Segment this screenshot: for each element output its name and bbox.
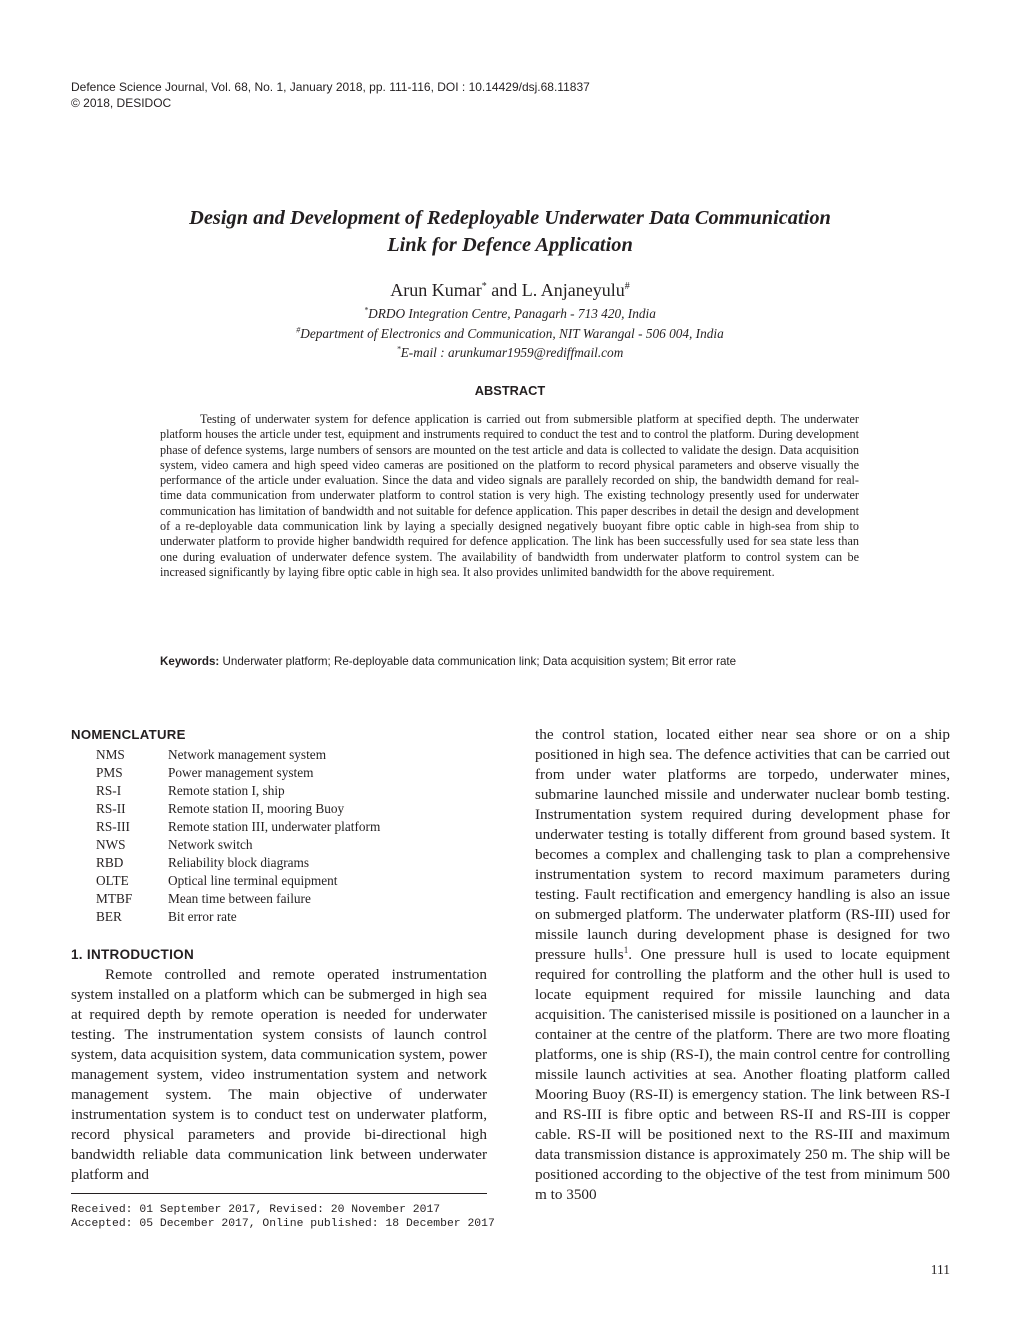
nomenclature-definition: Bit error rate <box>168 909 237 924</box>
copyright-line: © 2018, DESIDOC <box>71 96 172 110</box>
affiliation-text: DRDO Integration Centre, Panagarh - 713 420, India <box>368 306 656 321</box>
nomenclature-abbr: OLTE <box>96 873 129 888</box>
nomenclature-definition: Remote station III, underwater platform <box>168 819 381 834</box>
keywords-text: Underwater platform; Re-deployable data communication link; Data acquisition system; Bit error rate <box>219 655 737 668</box>
nomenclature-list <box>96 746 496 926</box>
nomenclature-abbr: RS-I <box>96 783 122 798</box>
nomenclature-row <box>96 908 496 926</box>
introduction-body-left: Remote controlled and remote operated instrumentation system installed on a platform which can be submerged in high sea at required depth by remote operation is needed for underwater testing. The instrumentation system consists of launch control system, data acquisition system, data communication system, power management system, video instrumentation system and network management system. The main objective of underwater instrumentation system is to conduct test on underwater platform, record physical parameters and provide bi-directional high bandwidth reliable data communication link between underwater platform and <box>71 966 487 1183</box>
reference-mark: 1 <box>623 944 629 955</box>
keywords-label: Keywords: <box>160 655 220 668</box>
author-email <box>60 344 960 362</box>
accepted-date: Accepted: 05 December 2017, Online published: 18 December 2017 <box>71 1218 495 1230</box>
paper-title-line-2: Link for Defence Application <box>387 234 633 256</box>
nomenclature-row <box>96 818 496 836</box>
nomenclature-abbr: RS-II <box>96 801 126 816</box>
nomenclature-abbr: NWS <box>96 837 126 852</box>
affiliation-mark: # <box>296 325 301 335</box>
nomenclature-abbr: BER <box>96 909 122 924</box>
paper-title-line-1: Design and Development of Redeployable Underwater Data Communication <box>189 207 831 229</box>
nomenclature-row <box>96 746 496 764</box>
author-list <box>60 279 960 301</box>
affiliation-text: Department of Electronics and Communication, NIT Warangal - 506 004, India <box>300 326 724 341</box>
paper-title <box>60 205 960 259</box>
abstract-heading: ABSTRACT <box>474 383 546 398</box>
nomenclature-row <box>96 800 496 818</box>
page-number: 111 <box>930 1262 950 1277</box>
email-text: E-mail : arunkumar1959@rediffmail.com <box>400 345 624 360</box>
author-name: Arun Kumar <box>390 280 482 300</box>
keywords <box>160 654 859 669</box>
received-date: Received: 01 September 2017, Revised: 20 November 2017 <box>71 1204 441 1216</box>
author-name: L. Anjaneyulu <box>521 280 625 300</box>
nomenclature-definition: Remote station II, mooring Buoy <box>168 801 345 816</box>
nomenclature-abbr: MTBF <box>96 891 133 906</box>
footnote <box>71 1203 501 1231</box>
nomenclature-abbr: NMS <box>96 747 125 762</box>
nomenclature-definition: Reliability block diagrams <box>168 855 310 870</box>
footnote-divider <box>71 1193 487 1194</box>
nomenclature-row <box>96 872 496 890</box>
nomenclature-definition: Network management system <box>168 747 327 762</box>
nomenclature-heading: NOMENCLATURE <box>71 727 186 742</box>
introduction-text-part-2: . One pressure hull is used to locate equipment required for controlling the platform and the other hull is used to locate equipment required for missile launching and data acquisition. The canisterised missile is positioned on a launcher in a container at the centre of the platform. There are two more floating platforms, one is ship (RS-I), the main control centre for controlling missile launch activities at sea. Another floating platform called Mooring Buoy (RS-II) is emergency station. The link between RS-I and RS-III is fibre optic and between RS-II and RS-III is copper cable. RS-II will be positioned next to the RS-III and maximum data transmission distance is approximately 250 m. The ship will be positioned according to the objective of the test from minimum 500 m to 3500 <box>535 946 950 1203</box>
nomenclature-definition: Mean time between failure <box>168 891 311 906</box>
nomenclature-definition: Power management system <box>168 765 314 780</box>
affiliation-1 <box>60 305 960 323</box>
nomenclature-abbr: RBD <box>96 855 124 870</box>
introduction-body-right <box>535 725 950 1205</box>
nomenclature-abbr: PMS <box>96 765 123 780</box>
affiliation-2 <box>60 325 960 343</box>
nomenclature-row <box>96 890 496 908</box>
nomenclature-row <box>96 782 496 800</box>
author-mark: # <box>624 281 630 292</box>
affiliation-mark: * <box>364 305 369 315</box>
journal-header <box>71 79 590 111</box>
nomenclature-definition: Network switch <box>168 837 253 852</box>
email-mark: * <box>396 344 401 354</box>
nomenclature-definition: Remote station I, ship <box>168 783 285 798</box>
nomenclature-definition: Optical line terminal equipment <box>168 873 338 888</box>
abstract-body: Testing of underwater system for defence application is carried out from submersible platform at specified depth. The underwater platform houses the article under test, equipment and instruments required to conduct the test and to control the platform. During development phase of defence systems, large numbers of sensors are mounted on the test article and data is collected to validate the design. Data acquisition system, video camera and high speed video cameras are positioned on the platform to record physical parameters and observe visually the performance of the article under evaluation. Since the data and video signals are parallely recorded on ship, the bandwidth demand for real-time data communication from underwater platform to control station is very high. The existing technology presently used for underwater communication has limitation of bandwidth and not suitable for defence application. This paper describes in detail the design and development of a re-deployable data communication link by laying a specially designed negatively buoyant fibre optic cable in high-sea from ship to underwater platform to provide higher bandwidth required for defence application. The link has been successfully used for sea state less than one during evaluation of underwater defence system. The availability of bandwidth from underwater platform to control system can be increased significantly by laying fibre optic cable in high sea. It also provides unlimited bandwidth for the above requirement. <box>160 412 859 579</box>
nomenclature-row <box>96 854 496 872</box>
journal-citation: Defence Science Journal, Vol. 68, No. 1, January 2018, pp. 111-116, DOI : 10.14429/dsj.68.11837 <box>71 80 590 94</box>
nomenclature-row <box>96 764 496 782</box>
introduction-heading: 1. INTRODUCTION <box>71 947 195 962</box>
author-mark: * <box>481 281 487 292</box>
author-conjunction: and <box>486 280 522 300</box>
introduction-text-part-1: the control station, located either near sea shore or on a ship positioned in high sea. The defence activities that can be carried out from under water platforms are torpedo, underwater mines, submarine launched missile and underwater nuclear bomb testing. Instrumentation system required during development phase for underwater testing is totally different from ground based system. It becomes a complex and challenging task to plan a comprehensive instrumentation system to record maximum parameters during testing. Fault rectification and emergency handling is also an issue on submerged platform. The underwater platform (RS-III) used for missile launch during development phase is designed for two pressure hulls <box>535 726 950 963</box>
nomenclature-abbr: RS-III <box>96 819 130 834</box>
nomenclature-row <box>96 836 496 854</box>
